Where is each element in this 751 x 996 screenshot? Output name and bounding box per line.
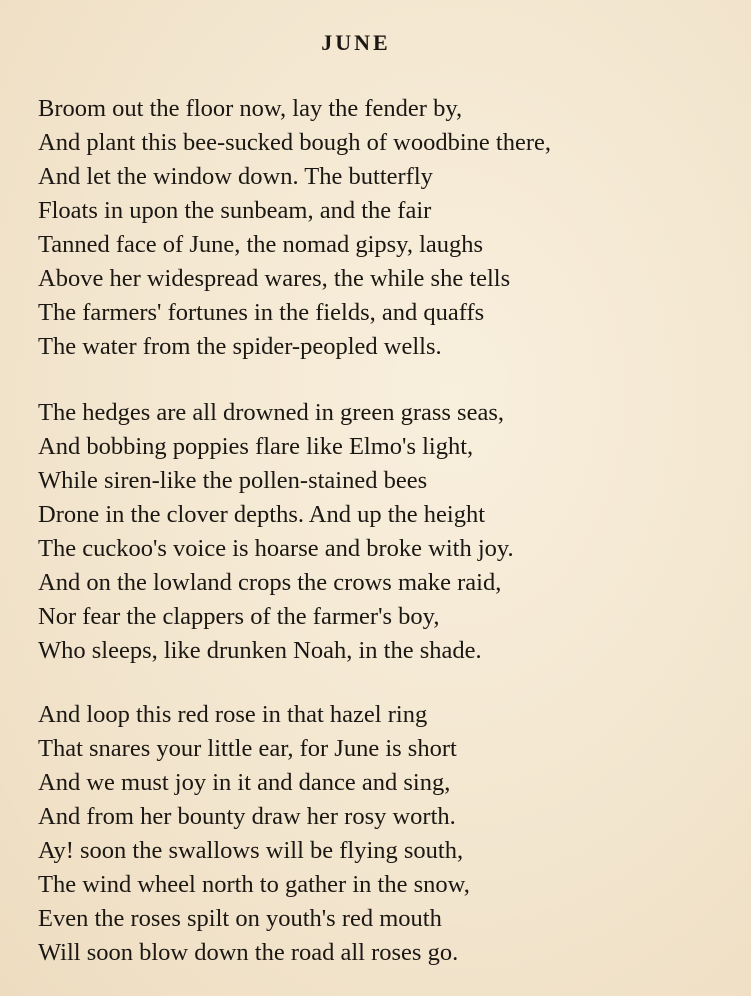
poem-line: And we must joy in it and dance and sing, <box>38 769 451 796</box>
poem-line: While siren-like the pollen-stained bees <box>38 467 428 494</box>
poem-title: JUNE <box>321 30 391 55</box>
poem-line: And plant this bee-sucked bough of woodbine there, <box>38 129 552 156</box>
poem-line: The water from the spider-peopled wells. <box>38 333 442 360</box>
poem-line: Broom out the floor now, lay the fender by, <box>38 95 463 122</box>
poem-line: The wind wheel north to gather in the snow, <box>38 871 470 898</box>
poem-line: The cuckoo's voice is hoarse and broke with joy. <box>38 535 514 562</box>
poem-line: Even the roses spilt on youth's red mouth <box>38 905 442 932</box>
poem-line: The farmers' fortunes in the fields, and quaffs <box>38 299 485 326</box>
poem-line: Above her widespread wares, the while she tells <box>38 265 511 292</box>
stanza-1 <box>38 92 728 364</box>
poem-line: And bobbing poppies flare like Elmo's light, <box>38 433 474 460</box>
poem-line: Floats in upon the sunbeam, and the fair <box>38 197 432 224</box>
stanza-2 <box>38 396 728 668</box>
poem-line: Will soon blow down the road all roses go. <box>38 939 459 966</box>
poem-line: And let the window down. The butterfly <box>38 163 433 190</box>
poem-line: Who sleeps, like drunken Noah, in the shade. <box>38 637 482 664</box>
stanza-3 <box>38 698 728 970</box>
poem-line: Drone in the clover depths. And up the height <box>38 501 486 528</box>
poem-line: And loop this red rose in that hazel ring <box>38 701 428 728</box>
poem-line: Ay! soon the swallows will be flying south, <box>38 837 464 864</box>
poem-line: And on the lowland crops the crows make raid, <box>38 569 502 596</box>
poem-line: The hedges are all drowned in green grass seas, <box>38 399 505 426</box>
poem-line: Nor fear the clappers of the farmer's boy, <box>38 603 440 630</box>
poem-line: That snares your little ear, for June is short <box>38 735 457 762</box>
poem-line: Tanned face of June, the nomad gipsy, laughs <box>38 231 484 258</box>
poem-line: And from her bounty draw her rosy worth. <box>38 803 456 830</box>
